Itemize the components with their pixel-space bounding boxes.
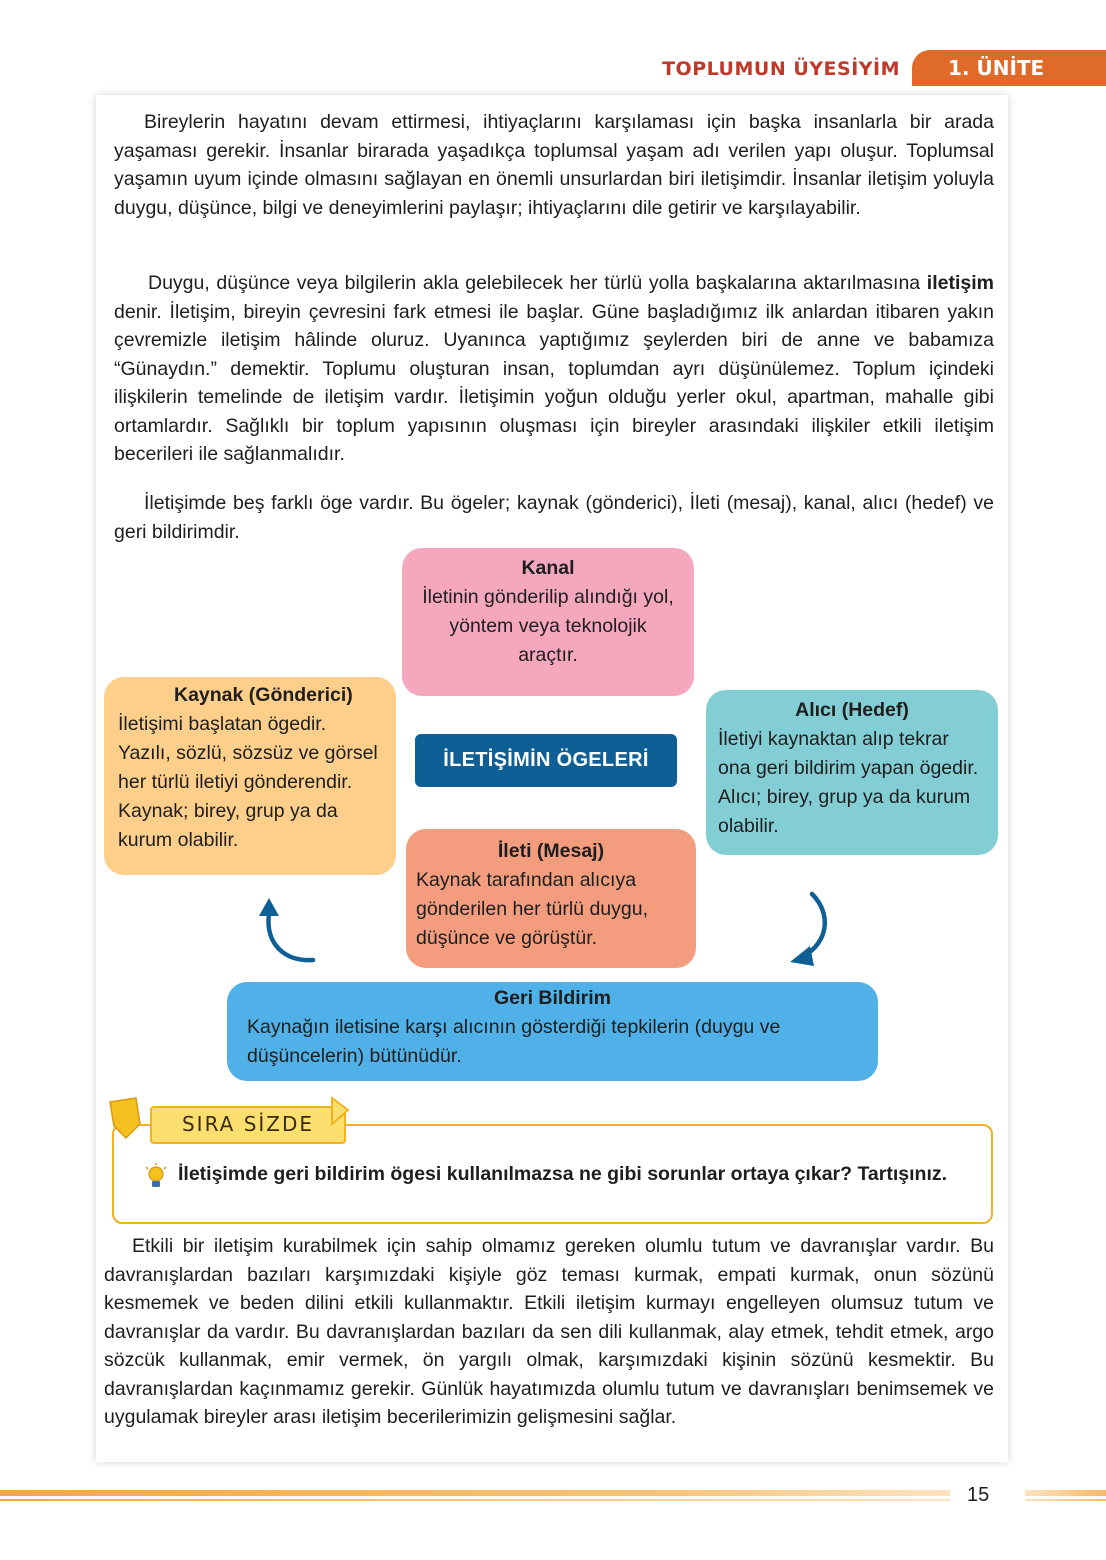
- sira-sizde-badge: SIRA SİZDE: [150, 1106, 346, 1144]
- term-iletisim: iletişim: [926, 272, 994, 294]
- alici-title: Alıcı (Hedef): [795, 699, 909, 721]
- kaynak-title: Kaynak (Gönderici): [174, 684, 353, 706]
- chapter-title: TOPLUMUN ÜYESİYİM: [662, 58, 900, 80]
- footer-stripe-right-thin: [1025, 1499, 1106, 1501]
- kaynak-text: İletişimi başlatan ögedir. Yazılı, sözlü, sözsüz ve görsel her türlü iletiyi gönderendir. Kaynak; birey, grup ya da kurum olabilir.: [118, 713, 378, 851]
- paragraph-elements-intro: İletişimde beş farklı öge vardır. Bu ögeler; kaynak (gönderici), İleti (mesaj), kanal, alıcı (hedef) ve geri bildirimdir.: [114, 492, 994, 543]
- page-number: 15: [967, 1484, 990, 1506]
- curved-arrow-right-icon: [784, 890, 844, 970]
- geri-text: Kaynağın iletisine karşı alıcının gösterdiği tepkilerin (duygu ve düşüncelerin) bütünüdür.: [247, 1016, 781, 1067]
- definition-text-end: denir. İletişim, bireyin çevresini fark etmesi ile başlar. Güne başladığımız ilk anlardan itibaren yakın çevremizle iletişim hâlinde oluruz. Uyanınca yaptığımız şeylerden biri de anne ve babamıza “Günaydın.” demektir. Toplumu oluşturan insan, toplumdan ayrı düşünülemez. Toplum içindeki ilişkilerin temelinde de iletişim vardır. İletişimin yoğun olduğu yerler okul, apartman, mahalle gibi ortamlardır. Sağlıklı bir toplum yapısının oluşması için bireyler arasındaki ilişkiler etkili iletişim becerileri ile sağlanmalıdır.: [114, 300, 994, 465]
- element-box-kaynak: [104, 677, 396, 875]
- kanal-title: Kanal: [521, 557, 575, 579]
- element-box-kanal: [402, 548, 694, 696]
- sira-sizde-question: İletişimde geri bildirim ögesi kullanılmazsa ne gibi sorunlar ortaya çıkar? Tartışınız.: [178, 1163, 948, 1185]
- unit-tab: 1. ÜNİTE: [912, 50, 1106, 86]
- curved-arrow-left-icon: [255, 892, 325, 968]
- element-box-geri-bildirim: [227, 982, 878, 1081]
- ileti-text: Kaynak tarafından alıcıya gönderilen her türlü duygu, düşünce ve görüştür.: [416, 869, 648, 949]
- shield-left-icon: [106, 1094, 146, 1142]
- footer-stripe-left: [0, 1490, 950, 1496]
- diagram-center-label: İLETİŞİMİN ÖGELERİ: [415, 734, 677, 787]
- footer-stripe-right: [1025, 1490, 1106, 1496]
- alici-text: İletiyi kaynaktan alıp tekrar ona geri bildirim yapan ögedir. Alıcı; birey, grup ya da kurum olabilir.: [718, 728, 979, 837]
- paragraph-intro: Bireylerin hayatını devam ettirmesi, ihtiyaçlarını karşılaması için başka insanlarla bir arada yaşaması gerekir. İnsanlar birarada yaşadıkça toplumsal yaşam adı verilen yapı oluşur. Toplumsal yaşamın uyum içinde olmasını sağlayan en önemli unsurlardan biri iletişimdir. İnsanlar iletişim yoluyla duygu, düşünce, bilgi ve deneyimlerini paylaşır; ihtiyaçlarını dile getirir ve karşılayabilir.: [114, 111, 994, 219]
- paragraph-effective-communication: Etkili bir iletişim kurabilmek için sahip olmamız gereken olumlu tutum ve davranışlar vardır. Bu davranışlardan bazıları karşımızdaki kişiyle göz teması kurmak, empati kurmak, onun sözünü kesmemek ve beden dilini etkili kullanmaktır. Etkili iletişim kurmayı engelleyen olumsuz tutum ve davranışlar da vardır. Bu davranışlardan bazıları da sen dili kullanmak, alay etmek, tehdit etmek, argo sözcük kullanmak, emir vermek, ön yargılı olmak, karşımızdaki kişinin sözünü kesmektir. Bu davranışlardan kaçınmamız gerekir. Günlük hayatımızda olumlu tutum ve davranışları benimsemek ve uygulamak bireyler arası iletişim becerilerimizin gelişmesini sağlar.: [104, 1235, 994, 1428]
- geri-title: Geri Bildirim: [493, 987, 612, 1009]
- ileti-title: İleti (Mesaj): [497, 840, 605, 862]
- footer-stripe-left-thin: [0, 1499, 950, 1501]
- element-box-alici: [706, 690, 998, 855]
- paragraph-definition: [114, 269, 994, 469]
- kanal-text: İletinin gönderilip alındığı yol, yöntem veya teknolojik araçtır.: [422, 586, 674, 666]
- definition-text-start: Duygu, düşünce veya bilgilerin akla gelebilecek her türlü yolla başkalarına aktarılmasına: [148, 272, 927, 294]
- element-box-ileti: [406, 829, 696, 968]
- badge-ribbon-icon: [328, 1092, 354, 1132]
- lightbulb-icon: [143, 1163, 169, 1191]
